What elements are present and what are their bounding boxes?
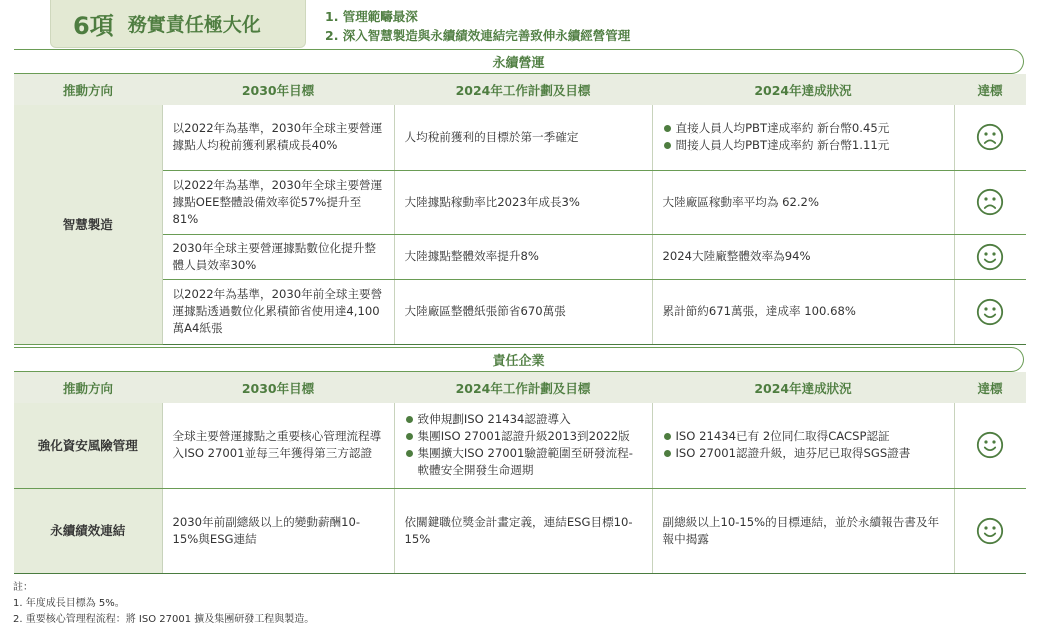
table-row: [14, 488, 1026, 573]
achievement-cell: [954, 170, 1026, 234]
section-title-responsible-enterprise: 責任企業: [14, 347, 1024, 372]
table-row: [14, 170, 1026, 234]
goal-cell: 以2022年為基準，2030年前全球主要營運據點透過數位化累積節省使用達4,100萬A4紙張: [162, 279, 394, 344]
plan-cell: 大陸廠區整體紙張節省670萬張: [394, 279, 652, 344]
status-cell: 大陸廠區稼動率平均為 62.2%: [652, 170, 954, 234]
achievement-cell: [954, 279, 1026, 344]
table-row: [14, 279, 1026, 344]
plan-item: 集團ISO 27001認證升級2013到2022版: [405, 428, 642, 445]
responsible-enterprise-table: [14, 372, 1026, 574]
goal-cell: 以2022年為基準，2030年全球主要營運據點OEE整體設備效率從57%提升至81%: [162, 170, 394, 234]
col-2030-goal: 2030年目標: [162, 74, 394, 105]
achievement-cell: [954, 105, 1026, 170]
direction-info-security: 強化資安風險管理: [14, 403, 162, 488]
table-row: [14, 403, 1026, 488]
status-cell: 累計節約671萬張，達成率 100.68%: [652, 279, 954, 344]
plan-item: 致伸規劃ISO 21434認證導入: [405, 411, 642, 428]
footnote-item: 2. 重要核心管理程流程：將 ISO 27001 擴及集團研發工程與製造。: [13, 614, 315, 625]
header-point: 2. 深入智慧製造與永續績效連結完善致伸永續經營管理: [325, 28, 631, 43]
table-header-row: [14, 372, 1026, 403]
table-row: [14, 234, 1026, 279]
smile-face-icon: [955, 298, 1027, 326]
direction-smart-manufacturing: 智慧製造: [14, 105, 162, 344]
table-header-row: [14, 74, 1026, 105]
plan-cell: 人均稅前獲利的目標於第一季確定: [394, 105, 652, 170]
plan-item: 集團擴大ISO 27001驗證範圍至研發流程-軟體安全開發生命週期: [405, 445, 642, 479]
col-2024-plan: 2024年工作計劃及目標: [394, 372, 652, 403]
sad-face-icon: [955, 188, 1027, 216]
item-number: 6項: [73, 12, 114, 40]
header-points: [325, 7, 630, 45]
plan-cell: [394, 403, 652, 488]
page-header: [0, 0, 1039, 50]
footnote-item: 1. 年度成長目標為 5%。: [13, 598, 125, 609]
status-cell: [652, 403, 954, 488]
plan-cell: 大陸據點整體效率提升8%: [394, 234, 652, 279]
footnote-label: 註：: [13, 582, 33, 593]
status-cell: 2024大陸廠整體效率為94%: [652, 234, 954, 279]
status-item: ISO 27001認證升級，迪芬尼已取得SGS證書: [663, 445, 944, 462]
col-direction: 推動方向: [14, 74, 162, 105]
plan-cell: 大陸據點稼動率比2023年成長3%: [394, 170, 652, 234]
smile-face-icon: [955, 243, 1027, 271]
goal-cell: 2030年前副總級以上的變動薪酬10-15%與ESG連結: [162, 488, 394, 573]
plan-cell: 依關鍵職位獎金計畫定義，連結ESG目標10-15%: [394, 488, 652, 573]
col-achieved: 達標: [954, 74, 1026, 105]
status-list: [663, 428, 944, 462]
section-title-sustainable-operation: 永續營運: [14, 49, 1024, 74]
status-cell: 副總級以上10-15%的目標連結，並於永續報告書及年報中揭露: [652, 488, 954, 573]
footnotes: [13, 580, 314, 628]
col-achieved: 達標: [954, 372, 1026, 403]
sustainable-operation-table: [14, 74, 1026, 345]
achievement-cell: [954, 403, 1026, 488]
status-item: 間接人員人均PBT達成率約 新台幣1.11元: [663, 137, 944, 154]
col-2024-plan: 2024年工作計劃及目標: [394, 74, 652, 105]
smile-face-icon: [955, 431, 1027, 459]
header-point: 1. 管理範疇最深: [325, 9, 418, 24]
goal-cell: 全球主要營運據點之重要核心管理流程導入ISO 27001並每三年獲得第三方認證: [162, 403, 394, 488]
status-cell: [652, 105, 954, 170]
goal-cell: 2030年全球主要營運據點數位化提升整體人員效率30%: [162, 234, 394, 279]
col-2030-goal: 2030年目標: [162, 372, 394, 403]
col-2024-status: 2024年達成狀況: [652, 372, 954, 403]
status-item: 直接人員人均PBT達成率約 新台幣0.45元: [663, 120, 944, 137]
smile-face-icon: [955, 517, 1027, 545]
table-row: [14, 105, 1026, 170]
title-tab: [50, 0, 306, 48]
sad-face-icon: [955, 123, 1027, 151]
status-list: [663, 120, 944, 154]
achievement-cell: [954, 234, 1026, 279]
col-2024-status: 2024年達成狀況: [652, 74, 954, 105]
achievement-cell: [954, 488, 1026, 573]
page-title: 務實責任極大化: [127, 14, 261, 36]
status-item: ISO 21434已有 2位同仁取得CACSP認証: [663, 428, 944, 445]
plan-list: [405, 411, 642, 479]
goal-cell: 以2022年為基準，2030年全球主要營運據點人均稅前獲利累積成長40%: [162, 105, 394, 170]
direction-sustainability-performance: 永續績效連結: [14, 488, 162, 573]
col-direction: 推動方向: [14, 372, 162, 403]
